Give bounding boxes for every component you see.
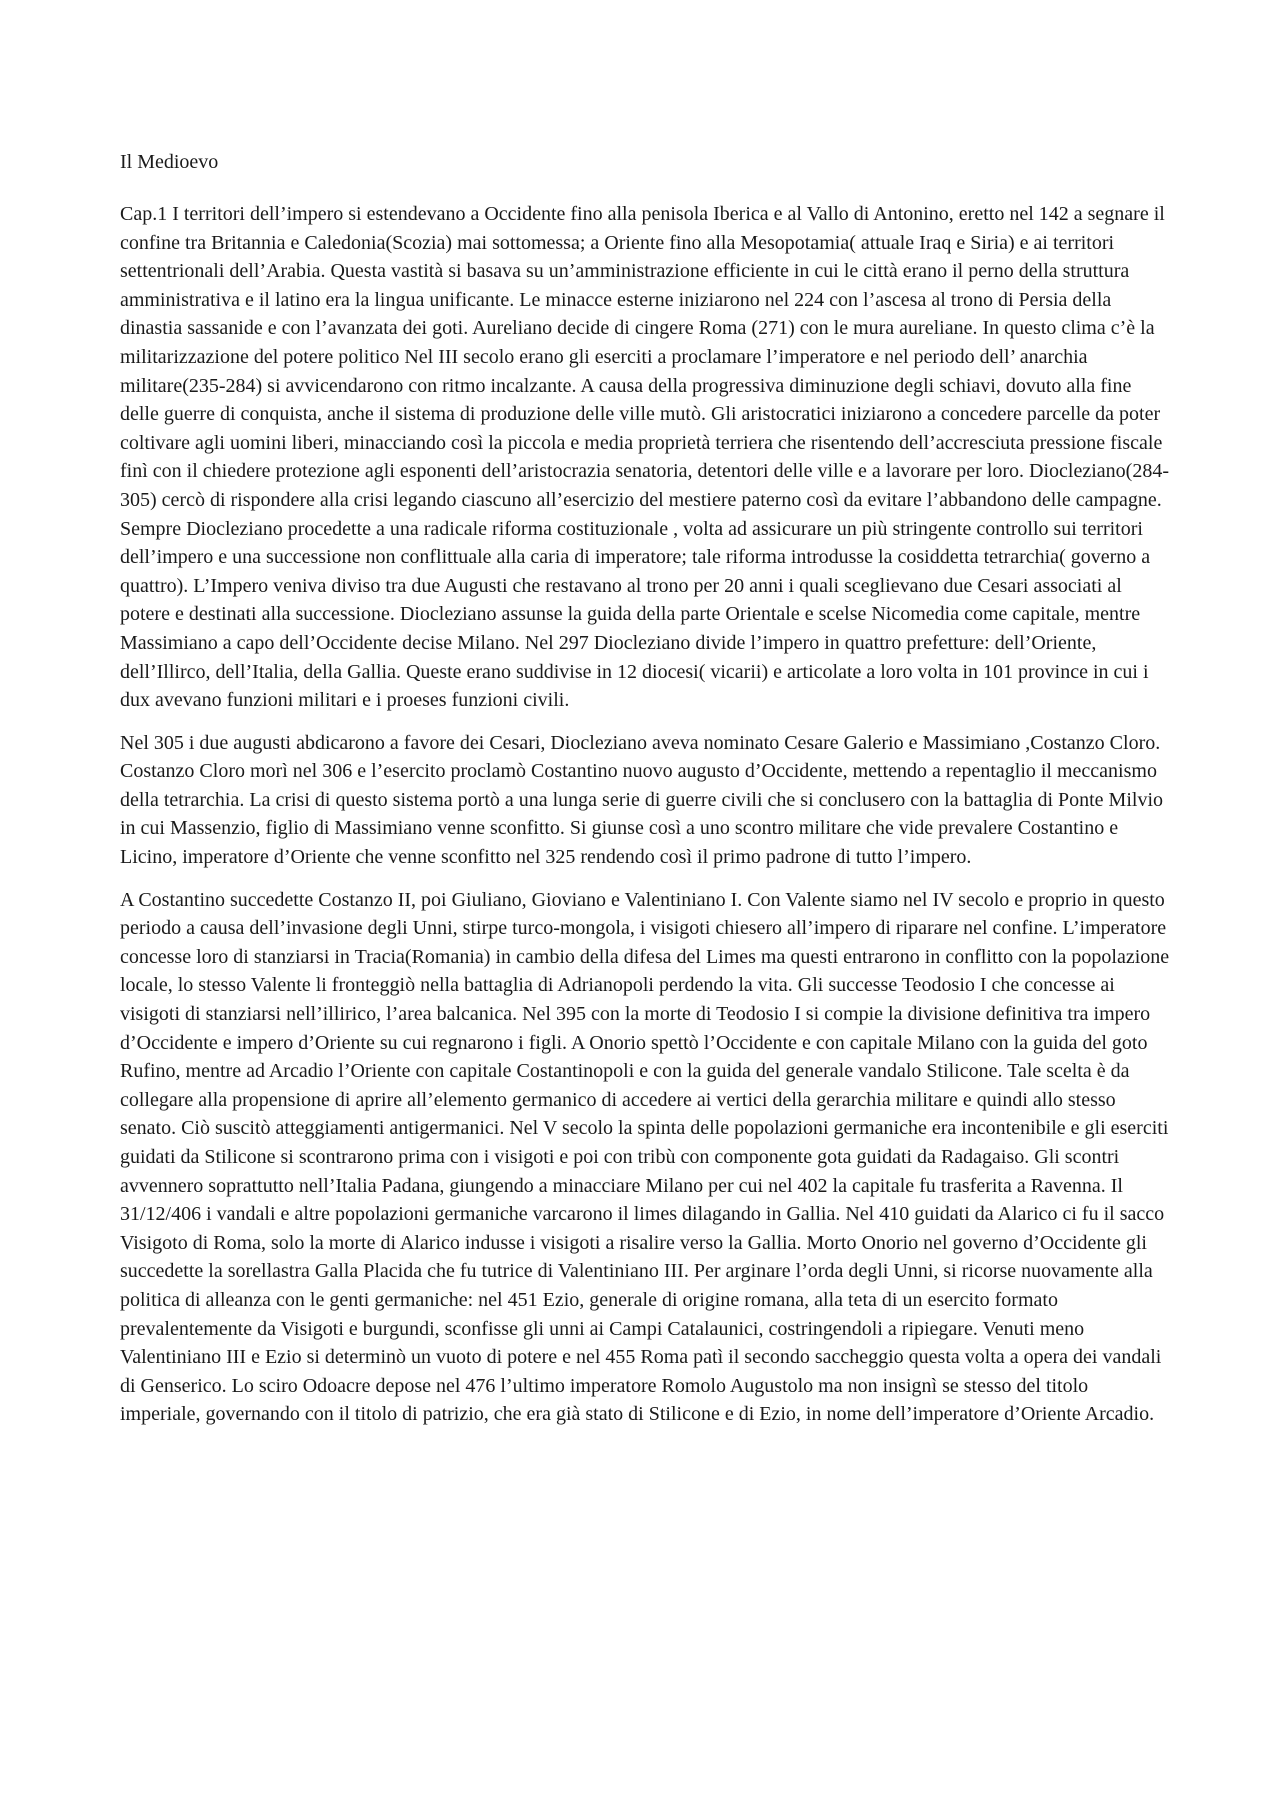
paragraph-1: Cap.1 I territori dell’impero si estendevano a Occidente fino alla penisola Iberica e al Vallo di Antonino, eretto nel 142 a segnare il confine tra Britannia e Caledonia(Scozia) mai sottomessa; a Oriente fino alla Mesopotamia( attuale Iraq e Siria) e ai territori settentrionali dell’Arabia. Questa vastità si basava su un’amministrazione efficiente in cui le città erano il perno della struttura amministrativa e il latino era la lingua unificante. Le minacce esterne iniziarono nel 224 con l’ascesa al trono di Persia della dinastia sassanide e con l’avanzata dei goti. Aureliano decide di cingere Roma (271) con le mura aureliane. In questo clima c’è la militarizzazione del potere politico Nel III secolo erano gli eserciti a proclamare l’imperatore e nel periodo dell’ anarchia militare(235-284) si avvicendarono con ritmo incalzante. A causa della progressiva diminuzione degli schiavi, dovuto alla fine delle guerre di conquista, anche il sistema di produzione delle ville mutò. Gli aristocratici iniziarono a concedere parcelle da poter coltivare agli uomini liberi, minacciando così la piccola e media proprietà terriera che risentendo dell’accresciuta pressione fiscale finì con il chiedere protezione agli esponenti dell’aristocrazia senatoria, detentori delle ville e a lavorare per loro. Diocleziano(284-305) cercò di rispondere alla crisi legando ciascuno all’esercizio del mestiere paterno così da evitare l’abbandono delle campagne. Sempre Diocleziano procedette a una radicale riforma costituzionale , volta ad assicurare un più stringente controllo sui territori dell’impero e una successione non conflittuale alla caria di imperatore; tale riforma introdusse la cosiddetta tetrarchia( governo a quattro). L’Impero veniva diviso tra due Augusti che restavano al trono per 20 anni i quali sceglievano due Cesari associati al potere e destinati alla successione. Diocleziano assunse la guida della parte Orientale e scelse Nicomedia come capitale, mentre Massimiano a capo dell’Occidente decise Milano. Nel 297 Diocleziano divide l’impero in quattro prefetture: dell’Oriente, dell’Illirco, dell’Italia, della Gallia. Queste erano suddivise in 12 diocesi( vicarii) e articolate a loro volta in 101 province in cui i dux avevano funzioni militari e i proeses funzioni civili. — [120, 203, 1169, 712]
paragraph-3: A Costantino succedette Costanzo II, poi Giuliano, Gioviano e Valentiniano I. Con Valente siamo nel IV secolo e proprio in questo periodo a causa dell’invasione degli Unni, stirpe turco-mongola, i visigoti chiesero all’impero di riparare nel confine. L’imperatore concesse loro di stanziarsi in Tracia(Romania) in cambio della difesa del Limes ma questi entrarono in conflitto con la popolazione locale, lo stesso Valente li fronteggiò nella battaglia di Adrianopoli perdendo la vita. Gli successe Teodosio I che concesse ai visigoti di stanziarsi nell’illirico, l’area balcanica. Nel 395 con la morte di Teodosio I si compie la divisione definitiva tra impero d’Occidente e impero d’Oriente su cui regnarono i figli. A Onorio spettò l’Occidente e con capitale Milano con la guida del goto Rufino, mentre ad Arcadio l’Oriente con capitale Costantinopoli e con la guida del generale vandalo Stilicone. Tale scelta è da collegare alla propensione di aprire all’elemento germanico di accedere ai vertici della gerarchia militare e quindi allo stesso senato. Ciò suscitò atteggiamenti antigermanici. Nel V secolo la spinta delle popolazioni germaniche era incontenibile e gli eserciti guidati da Stilicone si scontrarono prima con i visigoti e poi con tribù con componente gota guidati da Radagaiso. Gli scontri avvennero soprattutto nell’Italia Padana, giungendo a minacciare Milano per cui nel 402 la capitale fu trasferita a Ravenna. Il 31/12/406 i vandali e altre popolazioni germaniche varcarono il limes dilagando in Gallia. Nel 410 guidati da Alarico ci fu il sacco Visigoto di Roma, solo la morte di Alarico indusse i visigoti a risalire verso la Gallia. Morto Onorio nel governo d’Occidente gli succedette la sorellastra Galla Placida che fu tutrice di Valentiniano III. Per arginare l’orda degli Unni, si ricorse nuovamente alla politica di alleanza con le genti germaniche: nel 451 Ezio, generale di origine romana, alla teta di un esercito formato prevalentemente da Visigoti e burgundi, sconfisse gli unni ai Campi Catalaunici, costringendoli a ripiegare. Venuti meno Valentiniano III e Ezio si determinò un vuoto di potere e nel 455 Roma patì il secondo saccheggio questa volta a opera dei vandali di Genserico. Lo sciro Odoacre depose nel 476 l’ultimo imperatore Romolo Augustolo ma non insignì se stesso del titolo imperiale, governando con il titolo di patrizio, che era già stato di Stilicone e di Ezio, in nome dell’imperatore d’Oriente Arcadio. — [120, 888, 1170, 1426]
document-title: Il Medioevo — [120, 151, 219, 173]
paragraph-2: Nel 305 i due augusti abdicarono a favore dei Cesari, Diocleziano aveva nominato Cesare Galerio e Massimiano ,Costanzo Cloro. Costanzo Cloro morì nel 306 e l’esercito proclamò Costantino nuovo augusto d’Occidente, mettendo a repentaglio il meccanismo della tetrarchia. La crisi di questo sistema portò a una lunga serie di guerre civili che si conclusero con la battaglia di Ponte Milvio in cui Massenzio, figlio di Massimiano venne sconfitto. Si giunse così a uno scontro militare che vide prevalere Costantino e Licino, imperatore d’Oriente che venne sconfitto nel 325 rendendo così il primo padrone di tutto l’impero. — [120, 731, 1164, 869]
document-page — [120, 150, 1170, 1443]
